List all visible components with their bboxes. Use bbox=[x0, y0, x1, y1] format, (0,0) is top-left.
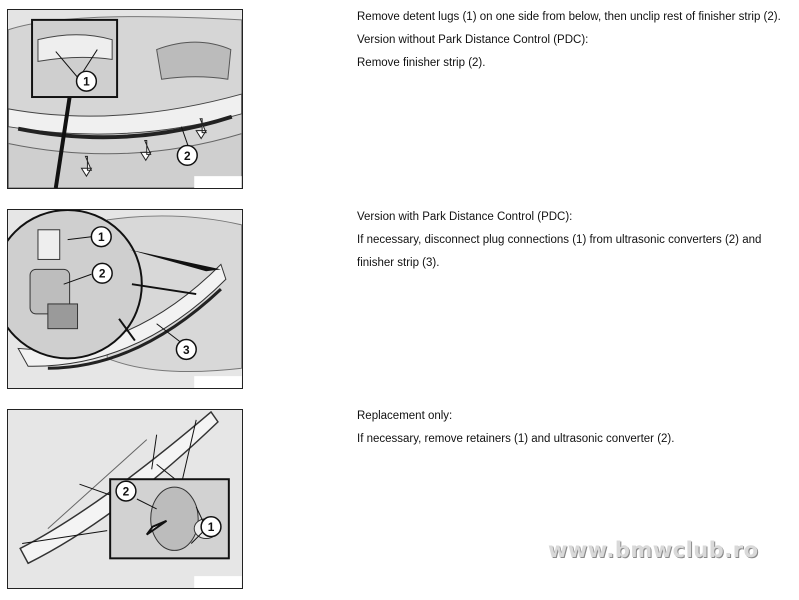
figure-1-callout-1: 1 bbox=[83, 74, 90, 89]
step-1-line-1: Remove detent lugs (1) on one side from below, then unclip rest of finisher strip (2). bbox=[357, 11, 781, 23]
step-3-text bbox=[357, 405, 787, 451]
step-2-text bbox=[357, 206, 787, 275]
figure-1-drawing bbox=[8, 10, 242, 188]
step-1-text bbox=[357, 6, 787, 75]
step-1-line-3: Remove finisher strip (2). bbox=[357, 57, 486, 69]
figure-2-callout-3: 3 bbox=[183, 342, 190, 357]
step-3-line-1: Replacement only: bbox=[357, 410, 453, 422]
figure-1-finisher-strip-without-pdc bbox=[7, 9, 243, 189]
watermark: www.bmwclub.ro bbox=[548, 538, 759, 562]
figure-3-callout-1: 1 bbox=[207, 520, 215, 535]
step-2-line-1: Version with Park Distance Control (PDC): bbox=[357, 211, 573, 223]
step-2-line-2: If necessary, disconnect plug connections (1) from ultrasonic converters (2) and bbox=[357, 234, 762, 246]
figure-2-callout-2: 2 bbox=[98, 266, 106, 281]
figure-3-callout-2: 2 bbox=[122, 484, 130, 499]
figure-2-drawing bbox=[8, 210, 242, 388]
figure-3-retainers-and-converter bbox=[7, 409, 243, 589]
figure-3-drawing bbox=[8, 410, 242, 588]
step-2-line-3: finisher strip (3). bbox=[357, 257, 440, 269]
figure-2-callout-1: 1 bbox=[97, 230, 105, 245]
figure-1-callout-2: 2 bbox=[183, 148, 191, 163]
figure-2-plug-connections-with-pdc bbox=[7, 209, 243, 389]
step-3-line-2: If necessary, remove retainers (1) and ultrasonic converter (2). bbox=[357, 433, 675, 445]
step-1-line-2: Version without Park Distance Control (PDC): bbox=[357, 34, 589, 46]
